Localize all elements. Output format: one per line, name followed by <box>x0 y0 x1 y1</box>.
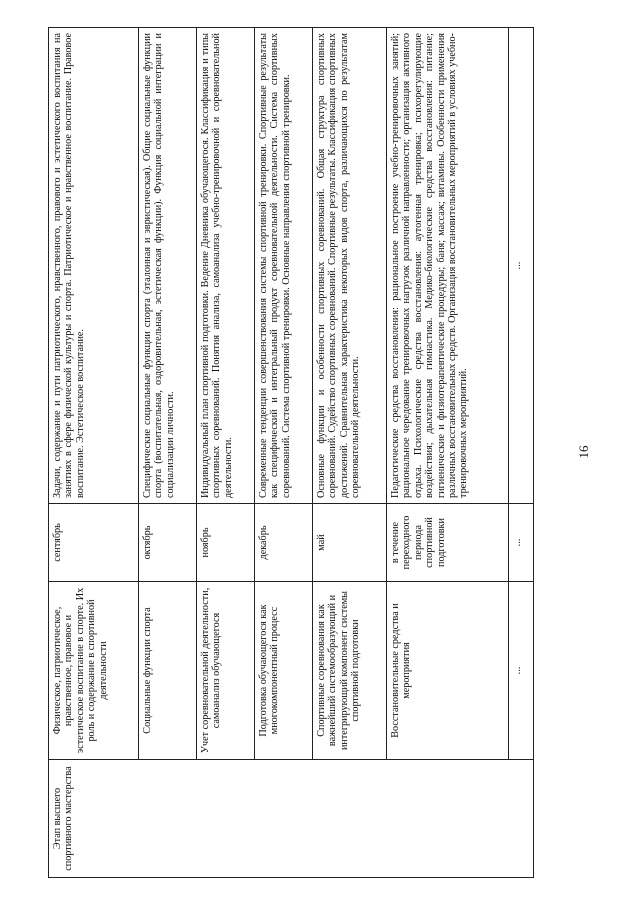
month-cell: в течение переходного периода спортивной подготовки <box>386 504 508 582</box>
topic-cell: Спортивные соревнования как важнейший системообразующий и интегрирующий компонент системы спортивной подготовки <box>312 582 386 760</box>
topic-cell: Физическое, патриотическое, нравственное, правовое и эстетическое воспитание в спорте. Их роль и содержание в спортивной деятельности <box>49 582 139 760</box>
content-cell: Основные функции и особенности спортивных соревнований. Общая структура спортивных соревнований. Судейство спортивных соревнований. Спортивные результаты. Классификация спортивных достижений. Сравнительная характеристика некоторых видов спорта, различающихся по результатам соревновательной деятельности. <box>312 28 386 504</box>
topic-cell: Социальные функции спорта <box>139 582 197 760</box>
topic-cell: Подготовка обучающегося как многокомпонентный процесс <box>254 582 312 760</box>
month-cell: май <box>312 504 386 582</box>
ellipsis-row <box>509 28 534 878</box>
ellipsis-cell: ... <box>509 28 534 504</box>
content-cell: Задачи, содержание и пути патриотического, нравственного, правового и эстетического воспитания на занятиях в сфере физической культуры и спорта. Патриотическое и нравственное воспитание. Правовое воспитание. Эстетическое воспитание. <box>49 28 139 504</box>
month-cell: октябрь <box>139 504 197 582</box>
table-row <box>254 28 312 878</box>
table-row <box>196 28 254 878</box>
month-cell: ноябрь <box>196 504 254 582</box>
content-cell: Современные тенденции совершенствования системы спортивной тренировки. Спортивные результаты как специфический и интегральный продукт соревновательной деятельности. Система спортивных соревнований. Система спортивной тренировки. Основные направления спортивной тренировки. <box>254 28 312 504</box>
topic-cell: Учет соревновательной деятельности, самоанализ обучающегося <box>196 582 254 760</box>
topic-cell: Восстановительные средства и мероприятия <box>386 582 508 760</box>
page-number: 16 <box>576 445 591 459</box>
table-row <box>386 28 508 878</box>
table-row <box>49 28 139 878</box>
month-cell: декабрь <box>254 504 312 582</box>
content-cell: Педагогические средства восстановления: рациональное построение учебно-тренировочных занятий; рациональное чередование тренировочных нагрузок различной направленности; организация активного отдыха. Психологические средства восстановления: аутогенная тренировка; психорегулирующие воздействия; дыхательная гимнастика. Медико-биологические средства восстановления: питание; гигиенические и физиотерапевтические процедуры; баня; массаж; витамины. Особенности применения различных восстановительных средств. Организация восстановительных мероприятий в условиях учебно-тренировочных мероприятий. <box>386 28 508 504</box>
month-cell: сентябрь <box>49 504 139 582</box>
table-row <box>312 28 386 878</box>
content-cell: Специфические социальные функции спорта (эталонная и эвристическая). Общие социальные функции спорта (воспитательная, оздоровительная, эстетическая функции). Функция социальной интеграции и социализации личности. <box>139 28 197 504</box>
theory-plan-table <box>48 27 534 878</box>
content-cell: Индивидуальный план спортивной подготовки. Ведение Дневника обучающегося. Классификация и типы спортивных соревнований. Понятия анализа, самоанализа учебно-тренировочной и соревновательной деятельности. <box>196 28 254 504</box>
ellipsis-cell: ... <box>509 504 534 582</box>
rotated-table-wrapper <box>48 28 534 878</box>
ellipsis-cell: ... <box>509 582 534 760</box>
stage-cell: Этап высшего спортивного мастерства <box>49 760 534 878</box>
table-row <box>139 28 197 878</box>
